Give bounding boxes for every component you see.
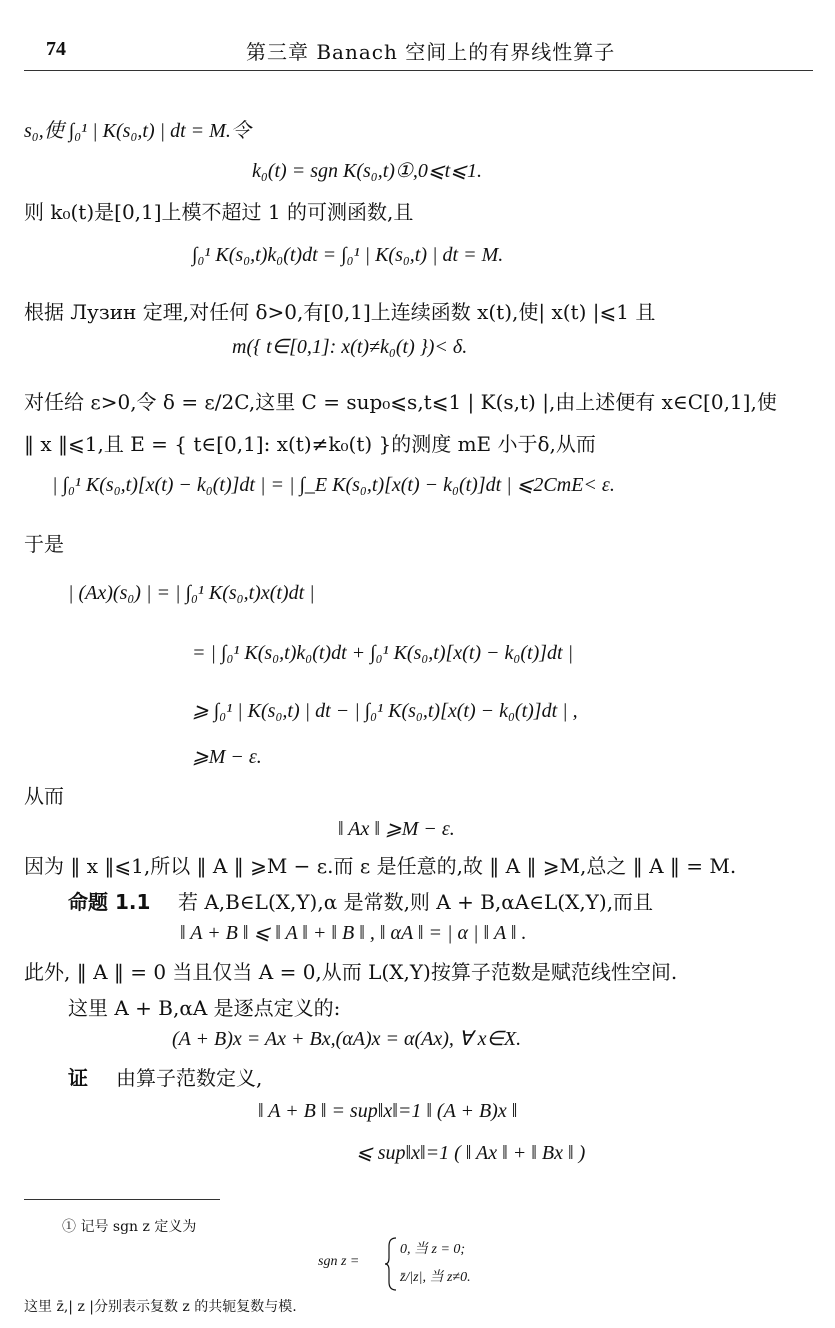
proposition-label: 命题 1.1 [68,890,151,914]
header-rule [24,70,813,71]
text-normed-space: 此外, ‖ A ‖ = 0 当且仅当 A = 0,从而 L(X,Y)按算子范数是赋范线性空间. [24,960,678,984]
text-line-epsilon: 对任给 ε>0,令 δ = ε/2C,这里 C = sup₀⩽s,t⩽1 | K(s,t) |,由上述便有 x∈C[0,1],使 [24,390,777,414]
text-pointwise: 这里 A + B,αA 是逐点定义的: [68,996,341,1020]
equation-pointwise-def: (A + B)x = Ax + Bx,(αA)x = α(Ax), ∀ x∈X. [172,1028,522,1050]
equation-Ax-line4: ⩾M − ε. [192,746,262,768]
proposition-statement: 若 A,B∈L(X,Y),α 是常数,则 A + B,αA∈L(X,Y),而且 [178,890,654,914]
equation-Ax-line1: | (Ax)(s₀) | = | ∫₀¹ K(s₀,t)x(t)dt | [68,582,315,604]
text-norm-A-equals-M: 因为 ‖ x ‖⩽1,所以 ‖ A ‖ ⩾M − ε.而 ε 是任意的,故 ‖ A ‖ ⩾M,总之 ‖ A ‖ = M. [24,854,737,878]
equation-norm-triangle: ‖ A + B ‖ ⩽ ‖ A ‖ + ‖ B ‖ , ‖ αA ‖ = | α | ‖ A ‖ . [180,922,527,944]
proof-text: 由算子范数定义, [116,1066,263,1090]
equation-Ax-line3: ⩾ ∫₀¹ | K(s₀,t) | dt − | ∫₀¹ K(s₀,t)[x(t) − k₀(t)]dt | , [192,700,578,722]
footnote-case-zero: 0, 当 z = 0; [400,1242,466,1257]
text-line-norm-x: ‖ x ‖⩽1,且 E = { t∈[0,1]: x(t)≠k₀(t) }的测度 mE 小于δ,从而 [24,432,596,456]
page-number: 74 [46,38,66,60]
footnote-line-3: 这里 z̄,| z |分别表示复数 z 的共轭复数与模. [24,1299,297,1315]
chapter-title: 第三章 Banach 空间上的有界线性算子 [246,40,616,64]
equation-norm-Ax: ‖ Ax ‖ ⩾M − ε. [338,818,455,840]
equation-measure: m({ t∈[0,1]: x(t)≠k₀(t) })< δ. [232,336,468,358]
text-yushi: 于是 [24,532,64,556]
equation-sup-line2: ⩽ sup‖x‖=1 ( ‖ Ax ‖ + ‖ Bx ‖ ) [356,1142,586,1164]
equation-integral-M: ∫₀¹ K(s₀,t)k₀(t)dt = ∫₀¹ | K(s₀,t) | dt = M. [192,244,504,266]
text-line-1: s₀,使 ∫₀¹ | K(s₀,t) | dt = M.令 [24,120,251,142]
footnote-brace-icon [384,1236,398,1292]
footnote-sgn-lhs: sgn z = [318,1254,360,1269]
text-line-lusin: 根据 Лузин 定理,对任何 δ>0,有[0,1]上连续函数 x(t),使| x(t) |⩽1 且 [24,300,656,324]
equation-k0-definition: k₀(t) = sgn K(s₀,t)①,0⩽t⩽1. [252,160,482,182]
equation-bound-2CmE: | ∫₀¹ K(s₀,t)[x(t) − k₀(t)]dt | = | ∫_E K(s₀,t)[x(t) − k₀(t)]dt | ⩽2CmE< ε. [52,474,615,496]
footnote-case-nonzero: z̄/|z|, 当 z≠0. [400,1270,471,1285]
footnote-rule [24,1199,220,1200]
text-congger: 从而 [24,784,64,808]
equation-sup-line1: ‖ A + B ‖ = sup‖x‖=1 ‖ (A + B)x ‖ [258,1100,518,1122]
footnote-line-1: ① 记号 sgn z 定义为 [62,1219,197,1235]
text-line-3: 则 k₀(t)是[0,1]上模不超过 1 的可测函数,且 [24,200,414,224]
equation-Ax-line2: = | ∫₀¹ K(s₀,t)k₀(t)dt + ∫₀¹ K(s₀,t)[x(t) − k₀(t)]dt | [192,642,574,664]
proof-label: 证 [68,1066,88,1090]
